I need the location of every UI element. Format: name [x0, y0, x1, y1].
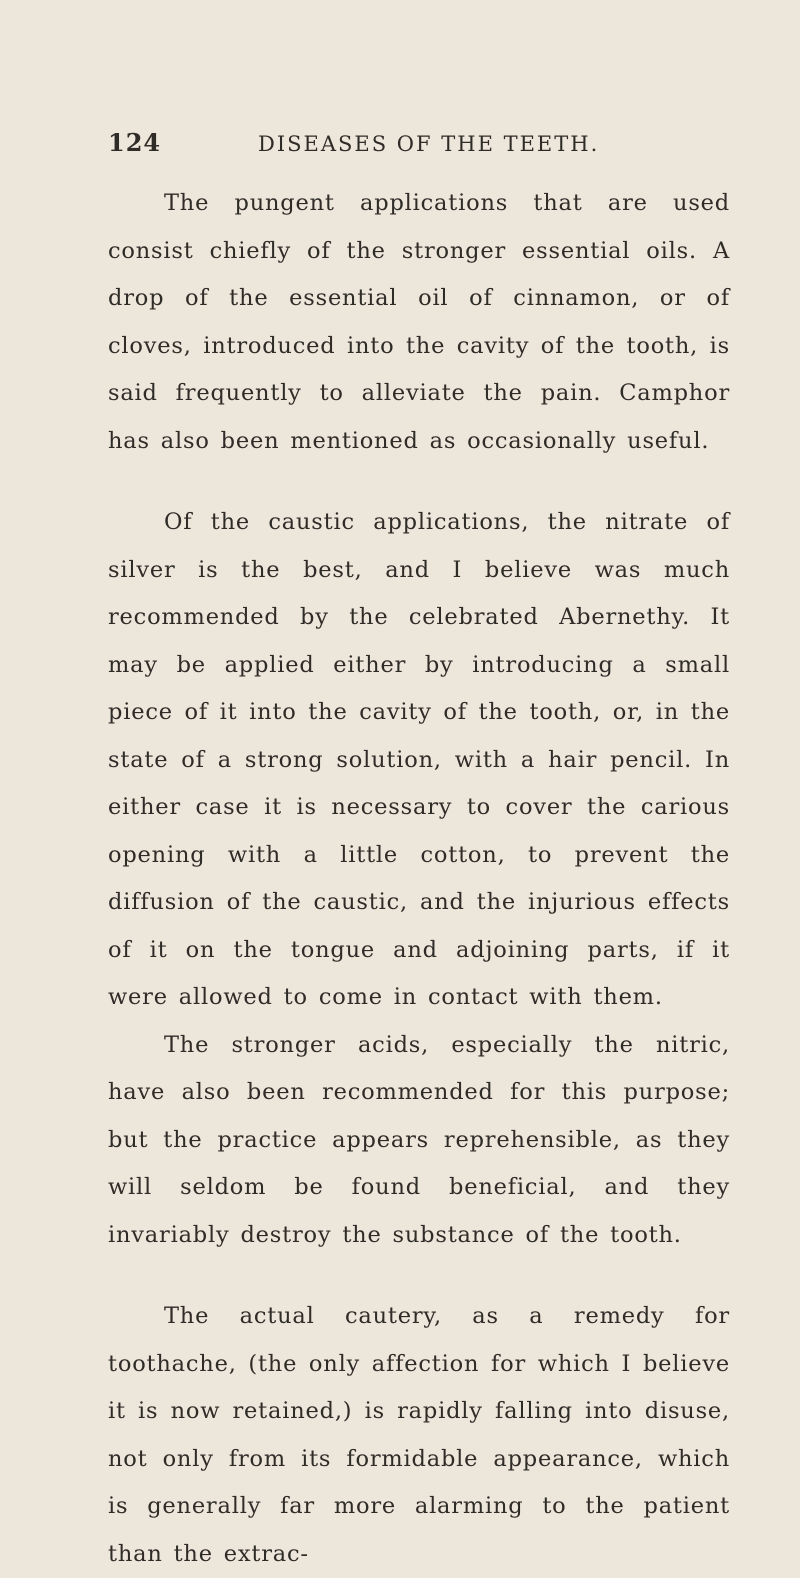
paragraph-actual-cautery: The actual cautery, as a remedy for toothache, (the only affection for which I believe it is now retained,) is rapidly falling into disuse, not only from its formidable appearance, which is generally far more alarming to the patient than the extrac- [108, 1303, 730, 1567]
paragraph-caustic-applications: Of the caustic applications, the nitrate of silver is the best, and I believe was much recommended by the celebrated Abernethy. It may be applied either by introducing a small piece of it into the cavity of the tooth, or, in the state of a strong solution, with a hair pencil. In either case it is necessary to cover the carious opening with a little cotton, to prevent the diffusion of the caustic, and the injurious effects of it on the tongue and adjoining parts, if it were allowed to come in contact with them. [108, 509, 730, 1010]
paragraph-pungent-applications: The pungent applications that are used consist chiefly of the stronger essential oils. A drop of the essential oil of cinnamon, or of cloves, introduced into the cavity of the tooth, is said frequently to alleviate the pain. Camphor has also been mentioned as occasionally useful. [108, 190, 730, 454]
running-head: DISEASES OF THE TEETH. [258, 132, 600, 156]
body-text [108, 180, 730, 1578]
page-number: 124 [108, 128, 162, 157]
paragraph-stronger-acids: The stronger acids, especially the nitric, have also been recommended for this purpose; but the practice appears reprehensible, as they will seldom be found beneficial, and they invariably destroy the substance of the tooth. [108, 1031, 730, 1248]
page-header [108, 128, 730, 164]
